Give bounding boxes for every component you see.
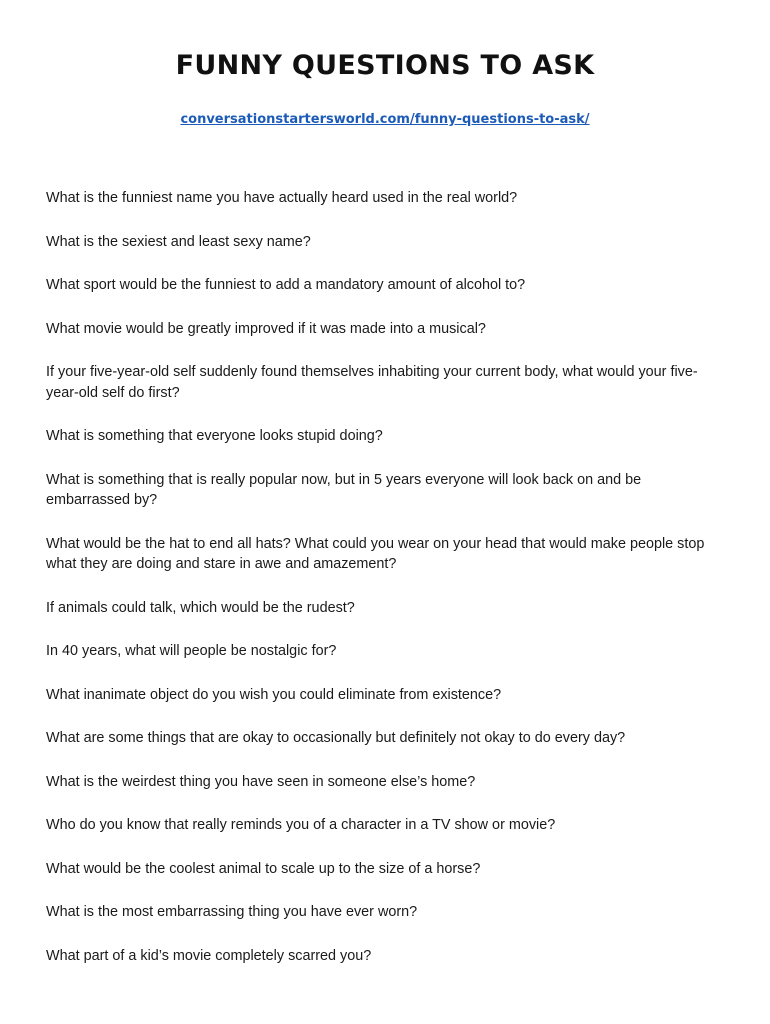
question-item: If your five-year-old self suddenly found themselves inhabiting your current body, what would your five-year-old self do first? [46,364,698,401]
source-link[interactable]: conversationstartersworld.com/funny-questions-to-ask/ [180,112,590,127]
question-item: What sport would be the funniest to add a mandatory amount of alcohol to? [46,277,526,293]
page-title: FUNNY QUESTIONS TO ASK [175,50,595,81]
question-item: What part of a kid’s movie completely scarred you? [46,947,372,964]
question-item: What are some things that are okay to occasionally but definitely not okay to do every day? [46,730,626,746]
question-item: What inanimate object do you wish you could eliminate from existence? [46,686,502,703]
question-item: What is the most embarrassing thing you have ever worn? [46,904,418,920]
question-item: What is the weirdest thing you have seen in someone else’s home? [46,773,476,790]
question-item: What would be the coolest animal to scale up to the size of a horse? [46,860,481,877]
question-item: Who do you know that really reminds you of a character in a TV show or movie? [46,817,556,833]
question-item: What is the funniest name you have actually heard used in the real world? [46,190,518,206]
question-item: What is something that is really popular now, but in 5 years everyone will look back on and be embarrassed by? [46,471,642,508]
question-item: If animals could talk, which would be the rudest? [46,599,355,616]
question-item: What movie would be greatly improved if it was made into a musical? [46,320,486,337]
question-list [46,188,721,989]
question-item: In 40 years, what will people be nostalgic for? [46,643,337,659]
question-item: What would be the hat to end all hats? What could you wear on your head that would make people stop what they are doing and stare in awe and amazement? [46,535,705,572]
question-item: What is the sexiest and least sexy name? [46,233,311,250]
question-item: What is something that everyone looks stupid doing? [46,428,383,444]
